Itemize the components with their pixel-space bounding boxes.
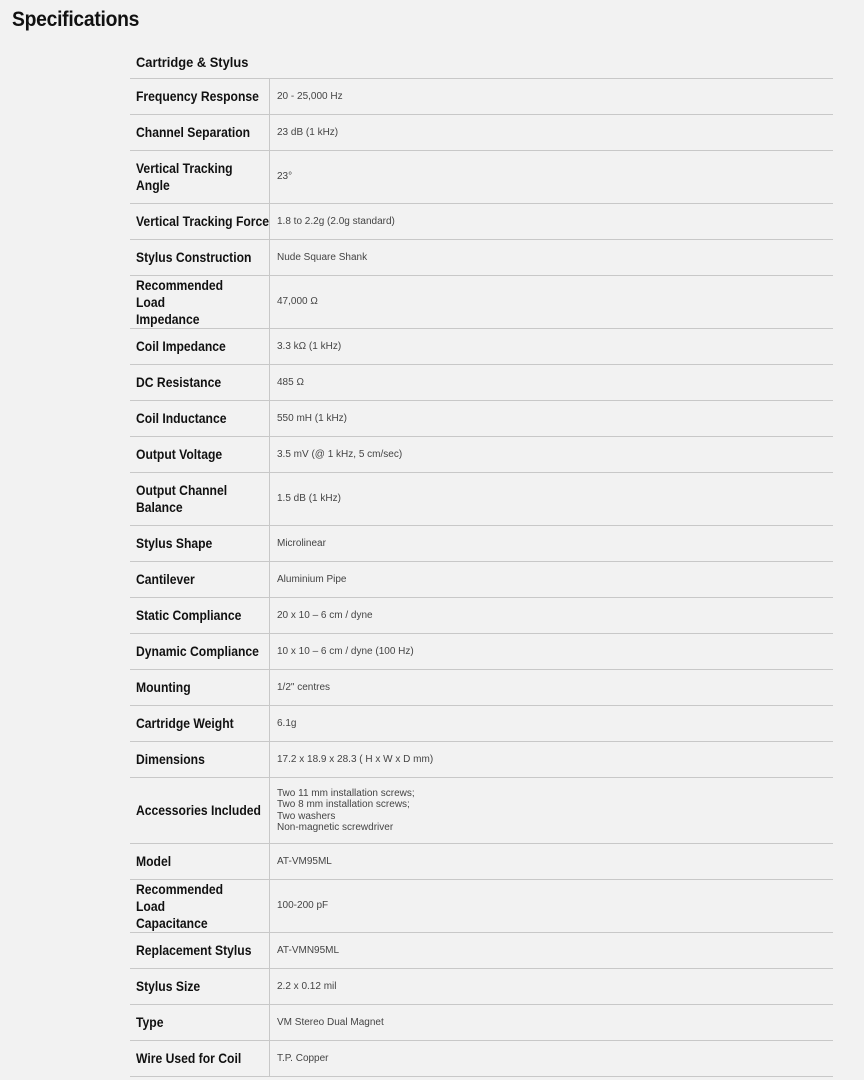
- spec-label: Accessories Included: [130, 778, 270, 843]
- spec-label: Wire Used for Coil: [130, 1041, 270, 1076]
- spec-value: Two 11 mm installation screws; Two 8 mm installation screws; Two washers Non-magnetic screwdriver: [277, 787, 415, 833]
- spec-label: Vertical Tracking Angle: [130, 151, 270, 203]
- spec-label: Channel Separation: [130, 115, 270, 150]
- spec-value: 3.5 mV (@ 1 kHz, 5 cm/sec): [277, 448, 403, 460]
- spec-label: Dynamic Compliance: [130, 634, 270, 669]
- table-row: [130, 778, 833, 844]
- table-row: [130, 204, 833, 240]
- spec-label: Model: [130, 844, 270, 879]
- spec-value: 2.2 x 0.12 mil: [277, 980, 337, 992]
- spec-value: AT-VMN95ML: [277, 944, 340, 956]
- spec-label: Recommended Load Capacitance: [130, 880, 270, 932]
- table-row: [130, 401, 833, 437]
- spec-value: Aluminium Pipe: [277, 573, 347, 585]
- section-header-label: Cartridge & Stylus: [136, 54, 249, 70]
- spec-value: AT-VM95ML: [277, 855, 332, 867]
- spec-value: Microlinear: [277, 537, 326, 549]
- spec-label: Output Voltage: [130, 437, 270, 472]
- table-row: [130, 1005, 833, 1041]
- spec-value: 1/2" centres: [277, 681, 331, 693]
- table-row: [130, 562, 833, 598]
- spec-label: Cartridge Weight: [130, 706, 270, 741]
- spec-label: Vertical Tracking Force: [130, 204, 270, 239]
- table-row: [130, 634, 833, 670]
- spec-value: 1.8 to 2.2g (2.0g standard): [277, 215, 395, 227]
- table-row: [130, 276, 833, 329]
- table-row: [130, 115, 833, 151]
- spec-value: 485 Ω: [277, 376, 304, 388]
- spec-label: Recommended Load Impedance: [130, 276, 270, 328]
- table-row: [130, 844, 833, 880]
- table-row: [130, 329, 833, 365]
- spec-value: 3.3 kΩ (1 kHz): [277, 340, 342, 352]
- table-row: [130, 1041, 833, 1077]
- spec-label: Frequency Response: [130, 79, 270, 114]
- spec-label: DC Resistance: [130, 365, 270, 400]
- table-row: [130, 880, 833, 933]
- spec-label: Stylus Shape: [130, 526, 270, 561]
- spec-value: 10 x 10 – 6 cm / dyne (100 Hz): [277, 645, 414, 657]
- table-row: [130, 526, 833, 562]
- table-row: [130, 969, 833, 1005]
- spec-label: Coil Inductance: [130, 401, 270, 436]
- spec-value: 20 x 10 – 6 cm / dyne: [277, 609, 373, 621]
- spec-value: 550 mH (1 kHz): [277, 412, 348, 424]
- table-row: [130, 151, 833, 204]
- spec-value: T.P. Copper: [277, 1052, 329, 1064]
- table-row: [130, 706, 833, 742]
- table-row: [130, 742, 833, 778]
- spec-label: Coil Impedance: [130, 329, 270, 364]
- spec-label: Type: [130, 1005, 270, 1040]
- spec-label: Output Channel Balance: [130, 473, 270, 525]
- table-row: [130, 933, 833, 969]
- spec-value: 6.1g: [277, 717, 297, 729]
- table-row: [130, 473, 833, 526]
- page-title: Specifications: [12, 8, 140, 31]
- spec-table: [130, 44, 833, 1077]
- spec-label: Replacement Stylus: [130, 933, 270, 968]
- spec-label: Stylus Construction: [130, 240, 270, 275]
- spec-value: 23°: [277, 171, 293, 183]
- spec-label: Stylus Size: [130, 969, 270, 1004]
- table-row: [130, 365, 833, 401]
- spec-label: Dimensions: [130, 742, 270, 777]
- spec-value: Nude Square Shank: [277, 251, 368, 263]
- spec-label: Cantilever: [130, 562, 270, 597]
- table-row: [130, 240, 833, 276]
- spec-value: VM Stereo Dual Magnet: [277, 1016, 384, 1028]
- spec-value: 23 dB (1 kHz): [277, 126, 339, 138]
- spec-value: 17.2 x 18.9 x 28.3 ( H x W x D mm): [277, 753, 434, 765]
- table-row: [130, 79, 833, 115]
- table-row: [130, 437, 833, 473]
- spec-label: Static Compliance: [130, 598, 270, 633]
- table-row: [130, 670, 833, 706]
- section-header: [130, 44, 833, 79]
- spec-label: Mounting: [130, 670, 270, 705]
- spec-value: 47,000 Ω: [277, 296, 318, 308]
- table-row: [130, 598, 833, 634]
- spec-value: 20 - 25,000 Hz: [277, 90, 343, 102]
- spec-value: 100-200 pF: [277, 900, 329, 912]
- spec-value: 1.5 dB (1 kHz): [277, 493, 341, 505]
